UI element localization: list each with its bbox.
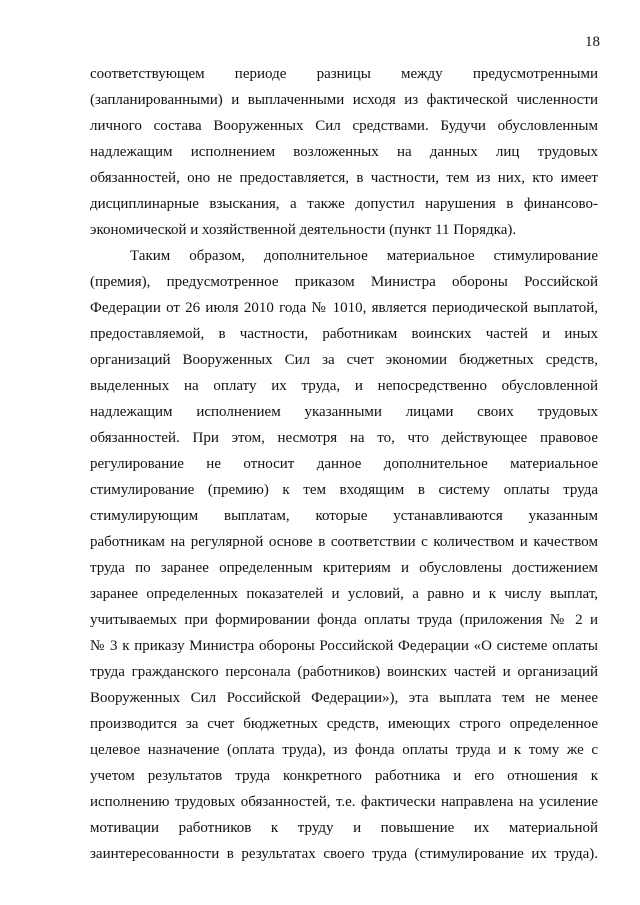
text-line: регулирование не относит данное дополнительное материальное (90, 456, 598, 472)
text-line: труда по заранее определенным критериям и обусловлены достижением (90, 560, 598, 576)
text-line: Вооруженных Сил Российской Федерации»), эта выплата тем не менее (90, 690, 598, 706)
text-line: обязанностей. При этом, несмотря на то, что действующее правовое (90, 430, 598, 446)
paragraph-2 (90, 243, 598, 867)
text-line: № 3 к приказу Министра обороны Российской Федерации «О системе оплаты (90, 638, 598, 654)
text-line: целевое назначение (оплата труда), из фонда оплаты труда и к тому же с (90, 742, 598, 758)
text-line: организаций Вооруженных Сил за счет экономии бюджетных средств, (90, 352, 598, 368)
text-line: учетом результатов труда конкретного работника и его отношения к (90, 768, 598, 784)
text-line: работникам на регулярной основе в соответствии с количеством и качеством (90, 534, 598, 550)
text-line: учитываемых при формировании фонда оплаты труда (приложения № 2 и (90, 612, 598, 628)
text-line: труда гражданского персонала (работников) воинских частей и организаций (90, 664, 598, 680)
text-line: производится за счет бюджетных средств, имеющих строго определенное (90, 716, 598, 732)
text-line: Федерации от 26 июля 2010 года № 1010, является периодической выплатой, (90, 300, 598, 316)
page-number: 18 (585, 34, 600, 50)
text-line: заранее определенных показателей и условий, а равно и к числу выплат, (90, 586, 598, 602)
text-line: стимулирующим выплатам, которые устанавливаются указанным (90, 508, 598, 524)
text-line: стимулирование (премию) к тем входящим в систему оплаты труда (90, 482, 598, 498)
text-line: (премия), предусмотренное приказом Министра обороны Российской (90, 274, 598, 290)
text-line: предоставляемой, в частности, работникам воинских частей и иных (90, 326, 598, 342)
text-line: соответствующем периоде разницы между предусмотренными (90, 66, 598, 82)
text-line: заинтересованности в результатах своего труда (стимулирование их труда). (90, 846, 598, 862)
text-line: мотивации работников к труду и повышение их материальной (90, 820, 598, 836)
document-body (90, 61, 598, 867)
text-line: надлежащим исполнением указанными лицами своих трудовых (90, 404, 598, 420)
text-line: обязанностей, оно не предоставляется, в частности, тем из них, кто имеет (90, 170, 598, 186)
text-line: исполнению трудовых обязанностей, т.е. фактически направлена на усиление (90, 794, 598, 810)
text-line: дисциплинарные взыскания, а также допустил нарушения в финансово- (90, 196, 598, 212)
text-line: Таким образом, дополнительное материальное стимулирование (130, 248, 598, 264)
text-line: надлежащим исполнением возложенных на данных лиц трудовых (90, 144, 598, 160)
text-line: (запланированными) и выплаченными исходя из фактической численности (90, 92, 598, 108)
text-line: личного состава Вооруженных Сил средствами. Будучи обусловленным (90, 118, 598, 134)
text-line: выделенных на оплату их труда, и непосредственно обусловленной (90, 378, 598, 394)
paragraph-1 (90, 61, 598, 243)
text-line: экономической и хозяйственной деятельности (пункт 11 Порядка). (90, 222, 517, 238)
